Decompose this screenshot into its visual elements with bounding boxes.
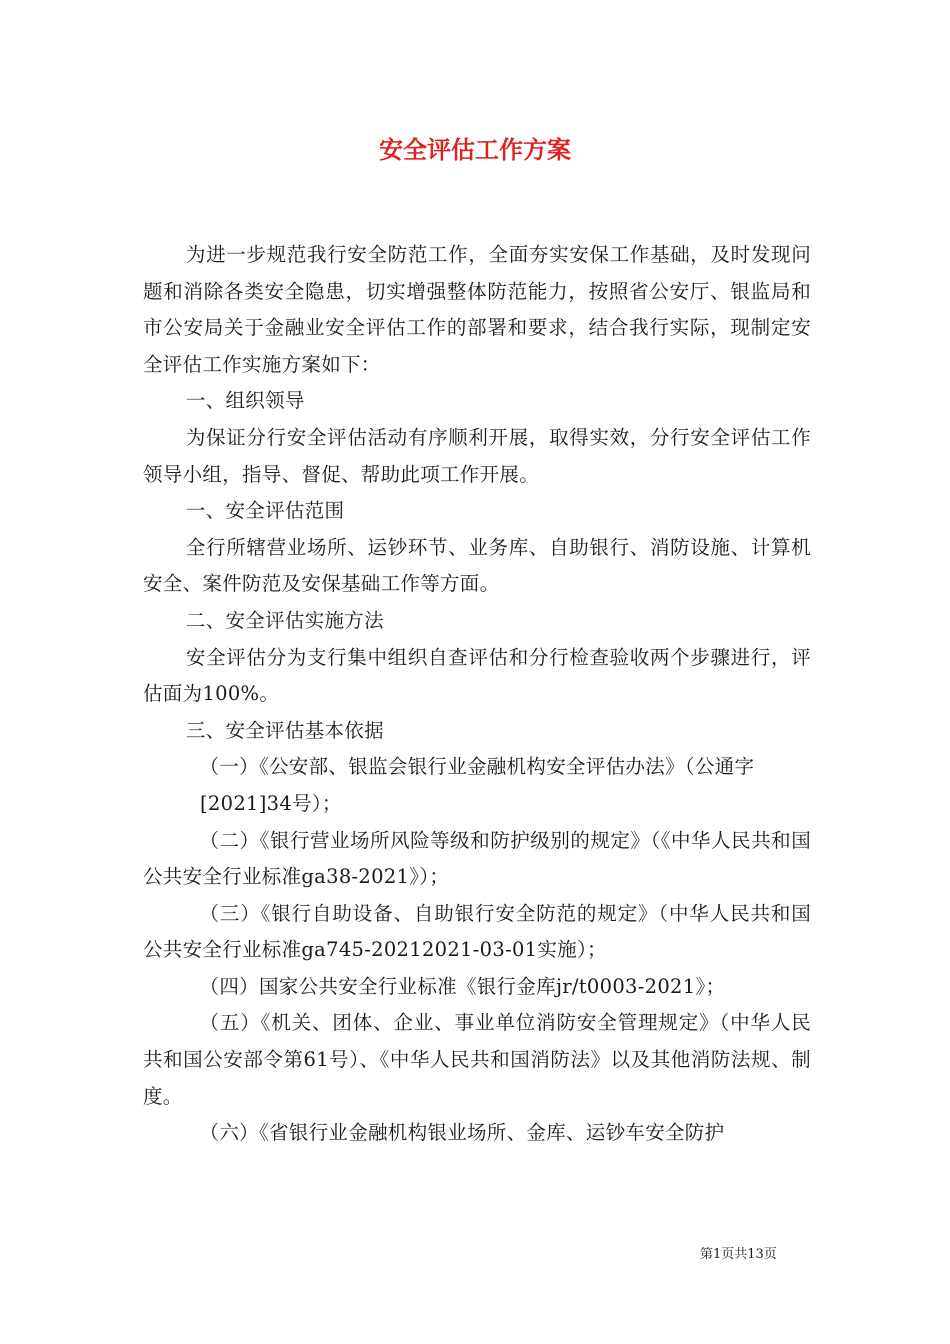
method-paragraph: 安全评估分为支行集中组织自查评估和分行检查验收两个步骤进行，评估面为100%。 bbox=[143, 645, 811, 706]
basis-item-2: （二）《银行营业场所风险等级和防护级别的规定》（《中华人民共和国公共安全行业标准ga38-2021》）； bbox=[143, 828, 811, 889]
document-body bbox=[143, 237, 811, 1152]
document-title: 安全评估工作方案 bbox=[379, 135, 571, 164]
basis-item-6: （六）《省银行业金融机构银业场所、金库、运钞车安全防护 bbox=[199, 1121, 725, 1145]
section-heading-basis: 三、安全评估基本依据 bbox=[185, 718, 384, 742]
scope-paragraph: 全行所辖营业场所、运钞环节、业务库、自助银行、消防设施、计算机安全、案件防范及安保基础工作等方面。 bbox=[143, 535, 811, 596]
page-number: 第1页共13页 bbox=[700, 1247, 777, 1262]
basis-item-1-ref: [2021]34号）； bbox=[200, 791, 342, 815]
basis-item-5: （五）《机关、团体、企业、事业单位消防安全管理规定》（中华人民共和国公安部令第61号）、《中华人民共和国消防法》以及其他消防法规、制度。 bbox=[143, 1011, 811, 1108]
section-heading-method: 二、安全评估实施方法 bbox=[185, 608, 384, 632]
organization-paragraph: 为保证分行安全评估活动有序顺利开展，取得实效，分行安全评估工作领导小组，指导、督促、帮助此项工作开展。 bbox=[143, 425, 811, 486]
basis-item-1: （一）《公安部、银监会银行业金融机构安全评估办法》（公通字 bbox=[199, 755, 755, 779]
basis-item-4: （四）国家公共安全行业标准《银行金库jr/t0003-2021》； bbox=[199, 974, 726, 998]
section-heading-scope: 一、安全评估范围 bbox=[185, 499, 345, 523]
intro-paragraph: 为进一步规范我行安全防范工作，全面夯实安保工作基础，及时发现问题和消除各类安全隐患，切实增强整体防范能力，按照省公安厅、银监局和市公安局关于金融业安全评估工作的部署和要求，结合我行实际，现制定安全评估工作实施方案如下： bbox=[143, 243, 811, 376]
basis-item-3: （三）《银行自助设备、自助银行安全防范的规定》（中华人民共和国公共安全行业标准ga745-20212021-03-01实施）； bbox=[143, 901, 811, 962]
section-heading-organization: 一、组织领导 bbox=[185, 389, 305, 413]
